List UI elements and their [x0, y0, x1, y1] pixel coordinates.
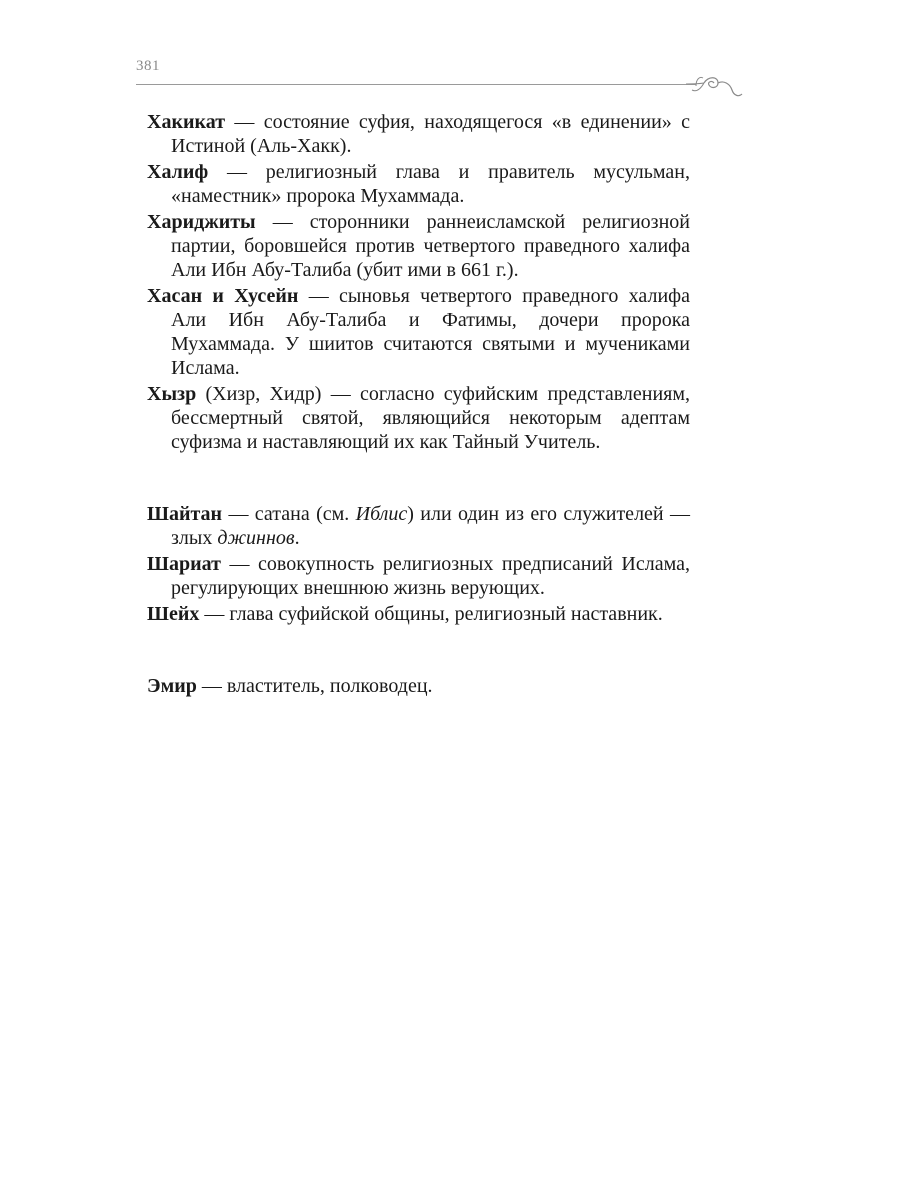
glossary-section-e: [147, 674, 690, 698]
swirl-ornament-icon: [684, 70, 744, 104]
glossary-term: Хызр: [147, 383, 197, 405]
glossary-term: Халиф: [147, 161, 209, 183]
glossary-entry: [147, 502, 690, 550]
glossary-entry: [147, 602, 690, 626]
glossary-term: Хакикат: [147, 111, 226, 133]
header-rule: [136, 84, 696, 85]
glossary-term: Хариджиты: [147, 211, 256, 233]
cross-reference: Иблис: [355, 503, 408, 525]
glossary-definition: — состояние суфия, находящегося «в единении» с Истиной (Аль-Хакк).: [171, 111, 690, 157]
glossary-term: Шайтан: [147, 503, 223, 525]
glossary-content: [147, 110, 690, 700]
glossary-section-kha: [147, 110, 690, 454]
glossary-definition: — глава суфийской общины, религиозный наставник.: [199, 603, 663, 625]
glossary-definition: — сатана (см.: [222, 503, 356, 525]
glossary-entry: [147, 382, 690, 454]
glossary-term: Хасан и Хусейн: [147, 285, 299, 307]
glossary-entry: [147, 284, 690, 380]
glossary-term: Шариат: [147, 553, 221, 575]
glossary-definition: — сыновья четвертого праведного халифа Али Ибн Абу-Талиба и Фатимы, дочери пророка Мухаммада. У шиитов считаются святыми и мучениками Ислама.: [171, 285, 690, 379]
section-spacer: [147, 628, 690, 674]
glossary-entry: [147, 110, 690, 158]
cross-reference: джиннов: [217, 527, 295, 549]
glossary-entry: [147, 160, 690, 208]
glossary-definition: (Хизр, Хидр) — согласно суфийским представлениям, бессмертный святой, являющийся некоторым адептам суфизма и наставляющий их как Тайный Учитель.: [171, 383, 690, 453]
glossary-entry: [147, 552, 690, 600]
glossary-section-sha: [147, 502, 690, 626]
glossary-definition: — властитель, полководец.: [196, 675, 433, 697]
glossary-entry: [147, 674, 690, 698]
glossary-term: Шейх: [147, 603, 200, 625]
glossary-definition: — совокупность религиозных предписаний Ислама, регулирующих внешнюю жизнь верующих.: [171, 553, 690, 599]
glossary-definition: ) или один из его служителей — злых: [171, 503, 690, 549]
glossary-entry: [147, 210, 690, 282]
section-spacer: [147, 456, 690, 502]
glossary-definition: — сторонники раннеисламской религиозной партии, боровшейся против четвертого праведного халифа Али Ибн Абу-Талиба (убит ими в 661 г.).: [171, 211, 690, 281]
glossary-definition: .: [294, 527, 300, 549]
page-number: 381: [136, 58, 160, 74]
glossary-term: Эмир: [147, 675, 197, 697]
glossary-definition: — религиозный глава и правитель мусульман, «наместник» пророка Мухаммада.: [171, 161, 690, 207]
